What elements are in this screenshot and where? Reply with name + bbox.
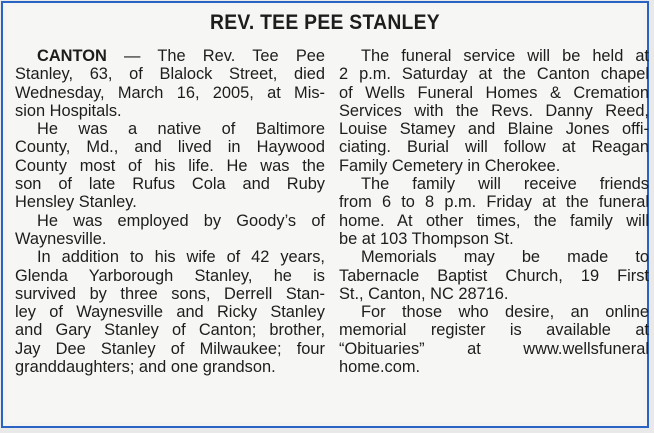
dateline: CANTON [37,47,107,65]
text-line: For those who desire, an online [361,303,649,322]
text-line: Services with the Revs. Danny Reed, [339,101,649,120]
text-line: of Wells Funeral Homes & Cremation [339,83,649,102]
right-column [339,47,649,376]
paragraph [339,175,649,248]
text-line: sion Hospitals. [15,101,122,120]
text-line: home. At other times, the family will [339,211,649,230]
text-line: Memorials may be made to [361,248,649,267]
text-line: CANTON — The Rev. Tee Pee [37,47,325,65]
text-line: ley of Waynesville and Ricky Stanley [15,303,325,322]
text-line: Waynesville. [15,229,107,248]
text-line: Wednesday, March 16, 2005, at Mis- [15,83,325,102]
text-line: Family Cemetery in Cherokee. [339,156,561,175]
paragraph [15,248,325,376]
clipping-frame [1,1,649,428]
text-line: Jay Dee Stanley of Milwaukee; four [15,339,325,358]
paragraph [339,248,649,303]
text-line: Tabernacle Baptist Church, 19 First [339,266,649,285]
text-line: survived by three sons, Derrell Stan- [15,284,325,303]
left-column [15,47,325,376]
text-line: The family will receive friends [361,175,649,194]
text-line: son of late Rufus Cola and Ruby [15,175,325,194]
paragraph [339,47,649,175]
text-line: be at 103 Thompson St. [339,229,514,248]
obituary-clipping [7,7,649,422]
paragraph [15,47,325,120]
paragraph [15,212,325,249]
text-line: County, Md., and lived in Haywood [15,138,325,157]
text-line: from 6 to 8 p.m. Friday at the funeral [339,193,649,212]
text-line: Hensley Stanley. [15,193,137,212]
text-line: He was a native of Baltimore [37,120,325,139]
text-line: Louise Stamey and Blaine Jones offi- [339,120,649,139]
text-line: granddaughters; and one grandson. [15,358,276,377]
paragraph [339,303,649,376]
text-line: and Gary Stanley of Canton; brother, [15,321,325,340]
text-line: 2 p.m. Saturday at the Canton chapel [339,65,649,84]
text-line: “Obituaries” at www.wellsfuneral [339,339,649,358]
text-line: memorial register is available at [339,321,649,340]
text-line: St., Canton, NC 28716. [339,284,509,303]
text-line: County most of his life. He was the [15,156,325,175]
text-line: home.com. [339,358,421,377]
text-line: ciating. Burial will follow at Reagan [339,138,649,157]
text-line: He was employed by Goody’s of [37,211,325,230]
paragraph [15,120,325,211]
text-line: In addition to his wife of 42 years, [37,248,325,267]
text-line: Glenda Yarborough Stanley, he is [15,266,325,285]
text-line: Stanley, 63, of Blalock Street, died [15,65,325,84]
obituary-headline: REV. TEE PEE STANLEY [210,11,440,34]
text-line: The funeral service will be held at [361,47,649,65]
